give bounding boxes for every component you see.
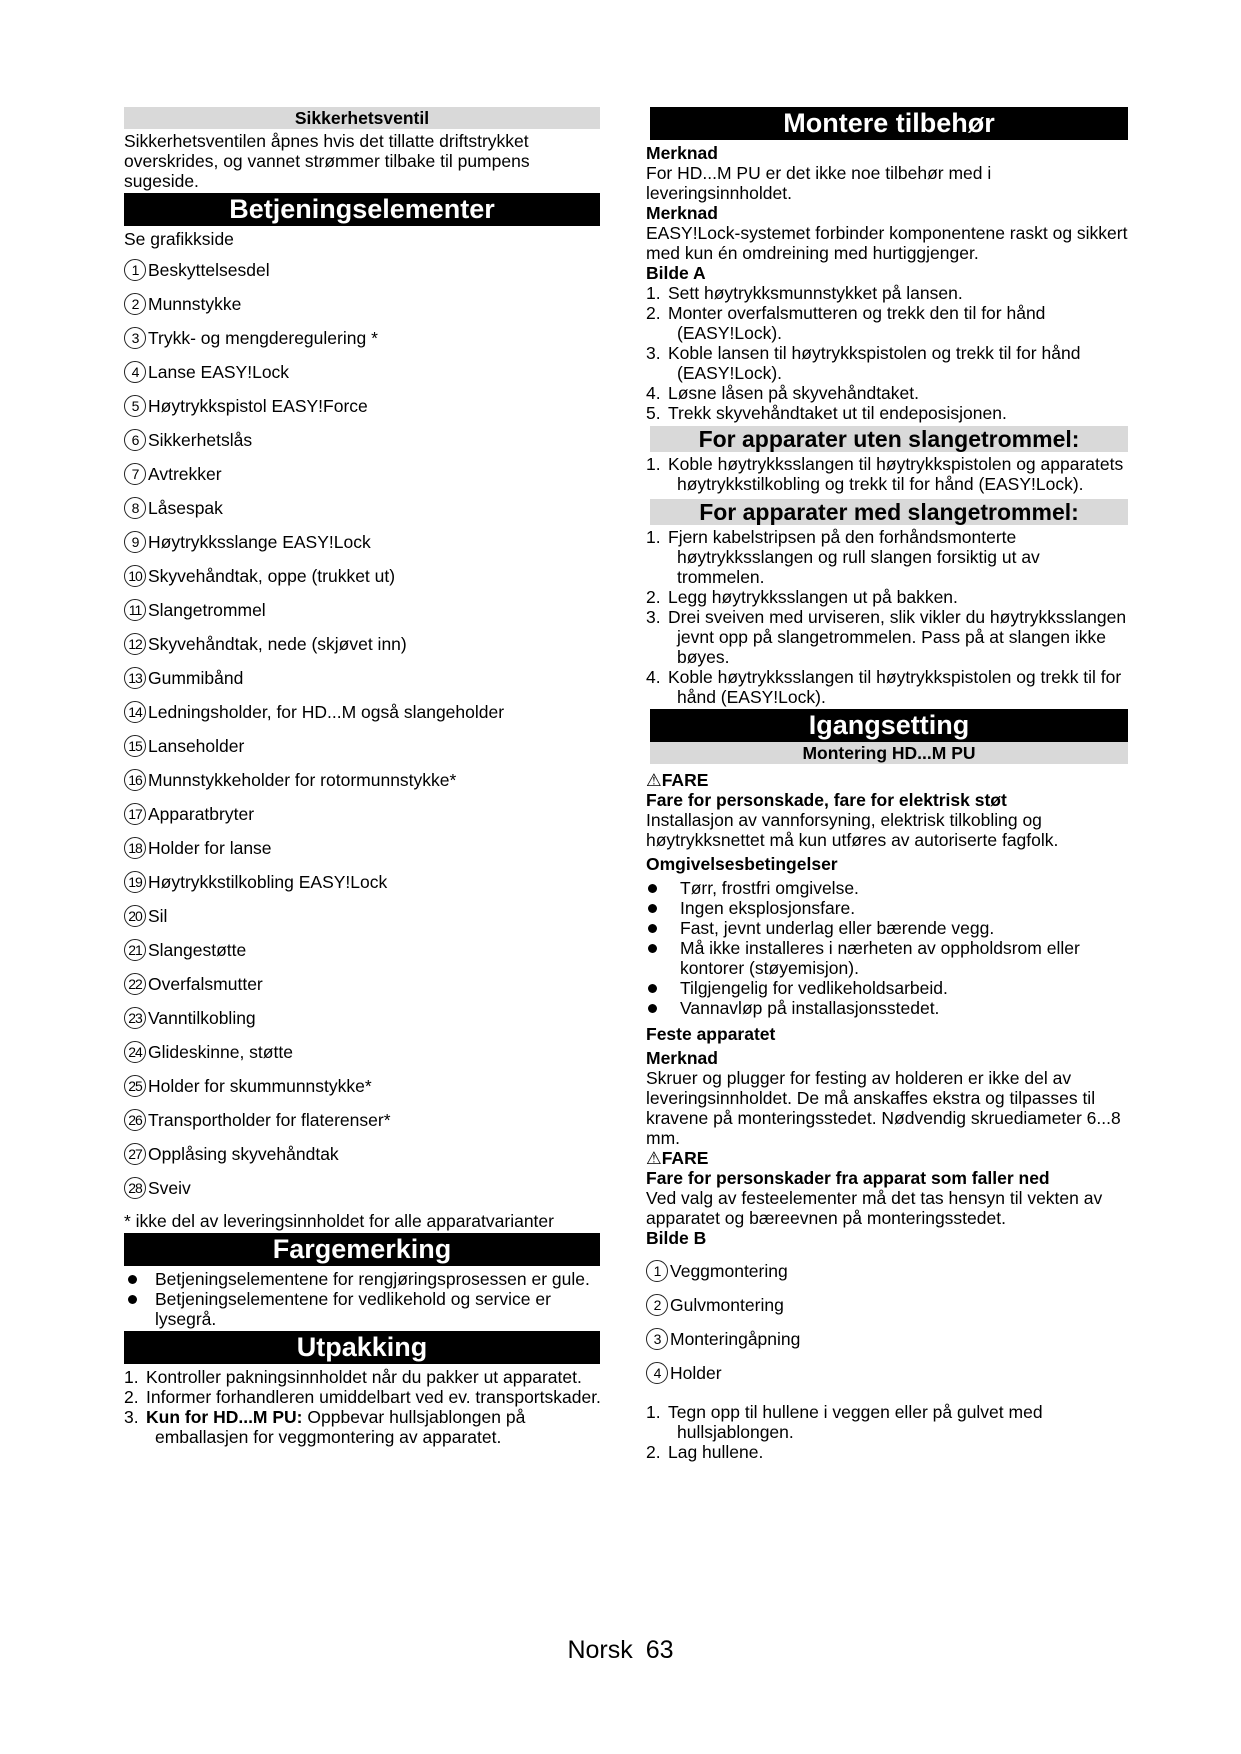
legend-label: Høytrykksslange EASY!Lock [148, 532, 371, 552]
legend-label: Gulvmontering [670, 1295, 784, 1315]
legend-item [646, 1322, 1130, 1356]
legend-label: Vanntilkobling [148, 1008, 256, 1028]
number-badge: 2 [646, 1294, 668, 1316]
legend-item [124, 355, 602, 389]
number-badge: 3 [646, 1328, 668, 1350]
component-footnote: * ikke del av leveringsinnholdet for alle apparatvarianter [124, 1211, 554, 1231]
number-badge: 5 [124, 395, 146, 417]
note-text: EASY!Lock-systemet forbinder komponentene raskt og sikkert med kun én omdreining med hurtiggjenger. [646, 223, 1128, 263]
legend-label: Slangestøtte [148, 940, 247, 960]
number-badge: 20 [124, 905, 146, 927]
legend-item [124, 899, 602, 933]
number-badge: 17 [124, 803, 146, 825]
number-badge: 25 [124, 1075, 146, 1097]
med-steps [646, 527, 1130, 707]
legend-label: Beskyttelsesdel [148, 260, 270, 280]
legend-label: Munnstykkeholder for rotormunnstykke* [148, 770, 457, 790]
betjening-intro: Se grafikkside [124, 229, 234, 249]
legend-label: Holder [670, 1363, 722, 1383]
list-item: 2. Legg høytrykksslangen ut på bakken. [646, 587, 958, 607]
betjeningselementer-heading: Betjeningselementer [124, 193, 600, 226]
number-badge: 19 [124, 871, 146, 893]
uten-slangetrommel-heading: For apparater uten slangetrommel: [650, 426, 1128, 452]
list-item: 2. Monter overfalsmutteren og trekk den til for hånd (EASY!Lock). [646, 303, 1046, 343]
legend-label: Holder for lanse [148, 838, 272, 858]
list-item: 2. Informer forhandleren umiddelbart ved ev. transportskader. [124, 1387, 601, 1407]
page-number: 63 [645, 1636, 674, 1664]
legend-item [124, 967, 602, 1001]
legend-item [124, 695, 602, 729]
list-item: 1. Kontroller pakningsinnholdet når du pakker ut apparatet. [124, 1367, 582, 1387]
page-footer [0, 1636, 1241, 1664]
feste-heading: Feste apparatet [646, 1024, 776, 1044]
legend-item [124, 797, 602, 831]
legend-label: Lanse EASY!Lock [148, 362, 290, 382]
legend-item [124, 865, 602, 899]
number-badge: 6 [124, 429, 146, 451]
number-badge: 4 [124, 361, 146, 383]
list-item: 3. Drei sveiven med urviseren, slik vikler du høytrykksslangen jevnt opp på slangetrommelen. Pass på at slangen ikke bøyes. [646, 607, 1127, 667]
list-item: 5. Trekk skyvehåndtaket ut til endeposisjonen. [646, 403, 1007, 423]
number-badge: 3 [124, 327, 146, 349]
legend-label: Skyvehåndtak, oppe (trukket ut) [148, 566, 396, 586]
legend-label: Holder for skummunnstykke* [148, 1076, 372, 1096]
omgivelse-list [646, 878, 1130, 1018]
legend-item [646, 1288, 1130, 1322]
number-badge: 4 [646, 1362, 668, 1384]
figure-b-legend [646, 1254, 1130, 1390]
utpakking-heading: Utpakking [124, 1331, 600, 1364]
utpakking-steps [124, 1367, 602, 1447]
legend-item [124, 287, 602, 321]
legend-label: Ledningsholder, for HD...M også slangeholder [148, 702, 505, 722]
legend-item [646, 1254, 1130, 1288]
legend-label: Munnstykke [148, 294, 242, 314]
number-badge: 26 [124, 1109, 146, 1131]
warning-label: ⚠FARE [646, 1148, 709, 1168]
legend-label: Sikkerhetslås [148, 430, 253, 450]
legend-item [124, 1001, 602, 1035]
legend-item [124, 1137, 602, 1171]
number-badge: 23 [124, 1007, 146, 1029]
legend-item [124, 321, 602, 355]
right-column [646, 107, 1130, 1462]
montere-steps [646, 283, 1130, 423]
number-badge: 9 [124, 531, 146, 553]
number-badge: 1 [124, 259, 146, 281]
igangsetting-steps [646, 1402, 1130, 1462]
warning-text: Ved valg av festeelementer må det tas hensyn til vekten av apparatet og bæreevnen på monteringsstedet. [646, 1188, 1103, 1228]
component-list [124, 253, 602, 1205]
number-badge: 24 [124, 1041, 146, 1063]
list-item: 3. Kun for HD...M PU: Oppbevar hullsjablongen på emballasjen for veggmontering av apparatet. [124, 1407, 526, 1447]
legend-item [124, 389, 602, 423]
number-badge: 22 [124, 973, 146, 995]
legend-label: Slangetrommel [148, 600, 266, 620]
legend-label: Skyvehåndtak, nede (skjøvet inn) [148, 634, 407, 654]
legend-label: Høytrykkstilkobling EASY!Lock [148, 872, 388, 892]
legend-item [124, 253, 602, 287]
legend-item [124, 593, 602, 627]
legend-item [124, 423, 602, 457]
montere-tilbehor-heading: Montere tilbehør [650, 107, 1128, 140]
warning-label: ⚠FARE [646, 770, 709, 790]
list-item: 1. Fjern kabelstripsen på den forhåndsmonterte høytrykksslangen og rull slangen forsiktig ut av trommelen. [646, 527, 1040, 587]
fargemerking-list [124, 1269, 602, 1329]
legend-item [646, 1356, 1130, 1390]
number-badge: 11 [124, 599, 146, 621]
igangsetting-heading: Igangsetting [650, 709, 1128, 742]
legend-label: Høytrykkspistol EASY!Force [148, 396, 368, 416]
list-item: Fast, jevnt underlag eller bærende vegg. [646, 918, 1130, 938]
number-badge: 21 [124, 939, 146, 961]
med-slangetrommel-heading: For apparater med slangetrommel: [650, 499, 1128, 525]
list-item: Betjeningselementene for rengjøringsprosessen er gule. [124, 1269, 602, 1289]
legend-label: Transportholder for flaterenser* [148, 1110, 391, 1130]
legend-item [124, 627, 602, 661]
legend-item [124, 525, 602, 559]
note-label: Merknad [646, 1048, 718, 1068]
footer-language: Norsk [567, 1636, 633, 1664]
number-badge: 1 [646, 1260, 668, 1282]
number-badge: 18 [124, 837, 146, 859]
number-badge: 8 [124, 497, 146, 519]
legend-label: Lanseholder [148, 736, 245, 756]
number-badge: 2 [124, 293, 146, 315]
warning-text: Installasjon av vannforsyning, elektrisk tilkobling og høytrykksnettet må kun utføres av autoriserte fagfolk. [646, 810, 1059, 850]
legend-label: Veggmontering [670, 1261, 788, 1281]
left-column [124, 107, 602, 1447]
legend-item [124, 1035, 602, 1069]
number-badge: 12 [124, 633, 146, 655]
legend-item [124, 457, 602, 491]
warning-heading: Fare for personskade, fare for elektrisk støt [646, 790, 1007, 810]
list-item: 3. Koble lansen til høytrykkspistolen og trekk til for hånd (EASY!Lock). [646, 343, 1081, 383]
figure-label: Bilde B [646, 1228, 707, 1248]
legend-label: Overfalsmutter [148, 974, 263, 994]
note-text: For HD...M PU er det ikke noe tilbehør med i leveringsinnholdet. [646, 163, 992, 203]
list-item: Betjeningselementene for vedlikehold og service er lysegrå. [124, 1289, 602, 1329]
list-item: 1. Koble høytrykksslangen til høytrykkspistolen og apparatets høytrykkstilkobling og trekk til for hånd (EASY!Lock). [646, 454, 1124, 494]
legend-label: Låsespak [148, 498, 223, 518]
legend-label: Monteringåpning [670, 1329, 801, 1349]
list-item: Vannavløp på installasjonsstedet. [646, 998, 1130, 1018]
list-item: 1. Sett høytrykksmunnstykket på lansen. [646, 283, 963, 303]
legend-item [124, 661, 602, 695]
number-badge: 10 [124, 565, 146, 587]
number-badge: 14 [124, 701, 146, 723]
number-badge: 15 [124, 735, 146, 757]
legend-label: Apparatbryter [148, 804, 255, 824]
warning-heading: Fare for personskader fra apparat som faller ned [646, 1168, 1050, 1188]
legend-item [124, 491, 602, 525]
fargemerking-heading: Fargemerking [124, 1233, 600, 1266]
list-item: 4. Løsne låsen på skyvehåndtaket. [646, 383, 919, 403]
legend-label: Opplåsing skyvehåndtak [148, 1144, 339, 1164]
number-badge: 27 [124, 1143, 146, 1165]
legend-label: Trykk- og mengderegulering * [148, 328, 378, 348]
number-badge: 7 [124, 463, 146, 485]
warning-triangle-icon: ⚠ [646, 1148, 662, 1168]
list-item: 4. Koble høytrykksslangen til høytrykkspistolen og trekk til for hånd (EASY!Lock). [646, 667, 1122, 707]
list-item: 1. Tegn opp til hullene i veggen eller på gulvet med hullsjablongen. [646, 1402, 1043, 1442]
list-item: Tørr, frostfri omgivelse. [646, 878, 1130, 898]
uten-steps [646, 454, 1130, 494]
legend-item [124, 1171, 602, 1205]
note-label: Merknad [646, 143, 718, 163]
legend-item [124, 1103, 602, 1137]
legend-item [124, 729, 602, 763]
number-badge: 28 [124, 1177, 146, 1199]
montering-subheading: Montering HD...M PU [650, 742, 1128, 764]
legend-label: Avtrekker [148, 464, 222, 484]
list-item: Tilgjengelig for vedlikeholdsarbeid. [646, 978, 1130, 998]
legend-item [124, 763, 602, 797]
note-text: Skruer og plugger for festing av holderen er ikke del av leveringsinnholdet. De må anskaffes ekstra og tilpasses til kravene på monteringsstedet. Nødvendig skruediameter 6...8 mm. [646, 1068, 1121, 1148]
number-badge: 16 [124, 769, 146, 791]
legend-label: Gummibånd [148, 668, 244, 688]
legend-label: Sil [148, 906, 168, 926]
legend-item [124, 1069, 602, 1103]
list-item: Må ikke installeres i nærheten av oppholdsrom eller kontorer (støyemisjon). [646, 938, 1130, 978]
list-item: 2. Lag hullene. [646, 1442, 764, 1462]
note-label: Merknad [646, 203, 718, 223]
legend-label: Glideskinne, støtte [148, 1042, 293, 1062]
warning-triangle-icon: ⚠ [646, 770, 662, 790]
omgivelse-heading: Omgivelsesbetingelser [646, 854, 838, 874]
legend-item [124, 831, 602, 865]
list-item: Ingen eksplosjonsfare. [646, 898, 1130, 918]
sikkerhetsventil-heading: Sikkerhetsventil [124, 107, 600, 129]
legend-item [124, 559, 602, 593]
figure-label: Bilde A [646, 263, 706, 283]
legend-item [124, 933, 602, 967]
legend-label: Sveiv [148, 1178, 191, 1198]
sikkerhetsventil-text: Sikkerhetsventilen åpnes hvis det tillatte driftstrykket overskrides, og vannet strømmer tilbake til pumpens sugeside. [124, 131, 530, 191]
number-badge: 13 [124, 667, 146, 689]
